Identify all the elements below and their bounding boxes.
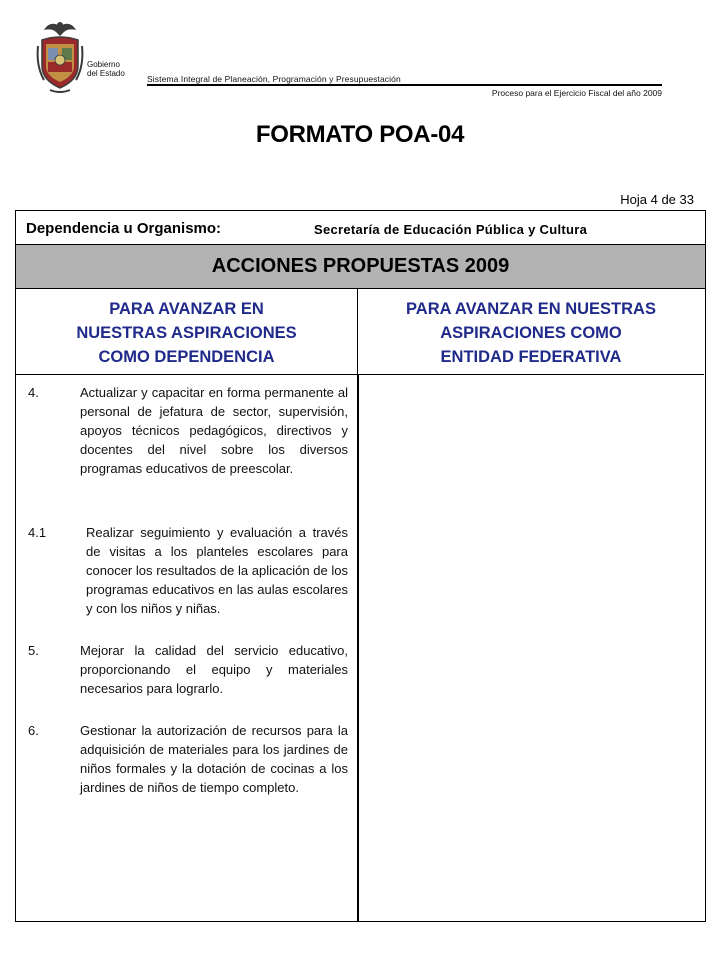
item-number: 6.: [28, 723, 39, 738]
dependencia-row: [16, 211, 705, 245]
item-text: Mejorar la calidad del servicio educativo, proporcionando el equipo y materiales necesarios para lograrlo.: [80, 643, 348, 696]
state-coat-of-arms-icon: [36, 16, 84, 96]
column-header-line: ENTIDAD FEDERATIVA: [440, 348, 622, 366]
proceso-label: Proceso para el Ejercicio Fiscal del año 2009: [491, 88, 662, 98]
column-header-line: ASPIRACIONES COMO: [440, 324, 622, 342]
column-header-line: PARA AVANZAR EN NUESTRAS: [406, 300, 656, 318]
page-number: Hoja 4 de 33: [620, 192, 694, 207]
item-text: Gestionar la autorización de recursos para la adquisición de materiales para los jardines de niños formales y la dotación de cocinas a los jardines de niños de tiempo completo.: [80, 723, 348, 795]
column-header-line: COMO DEPENDENCIA: [98, 348, 275, 366]
column-header-line: NUESTRAS ASPIRACIONES: [76, 324, 297, 342]
dependencia-value: Secretaría de Educación Pública y Cultura: [314, 222, 588, 237]
dependencia-label: Dependencia u Organismo:: [26, 220, 222, 237]
page-title: FORMATO POA-04: [255, 121, 465, 148]
column-header-entidad: [358, 289, 704, 375]
item-number: 4.: [28, 385, 39, 400]
column-divider: [357, 375, 359, 921]
item-number: 4.1: [28, 525, 47, 540]
header-rule: [147, 84, 662, 86]
column-header-line: PARA AVANZAR EN: [109, 300, 264, 318]
gobierno-line1: Gobierno: [87, 60, 120, 69]
item-text: Actualizar y capacitar en forma permanente al personal de jefatura de sector, supervisión, apoyos técnicos pedagógicos, directivos y docentes del nivel sobre los diversos programas educativos de preescolar.: [80, 385, 348, 476]
item-number: 5.: [28, 643, 39, 658]
gobierno-line2: del Estado: [87, 69, 125, 78]
item-text: Realizar seguimiento y evaluación a través de visitas a los planteles escolares para conocer los resultados de la aplicación de los programas educativos en las aulas escolares y con los niños y niñas.: [86, 525, 348, 616]
section-band-title: ACCIONES PROPUESTAS 2009: [16, 245, 705, 289]
column-header-dependencia: [16, 289, 358, 375]
gobierno-label: [87, 60, 125, 78]
acciones-table: [15, 210, 706, 922]
sistema-label: Sistema Integral de Planeación, Programación y Presupuestación: [147, 74, 401, 84]
